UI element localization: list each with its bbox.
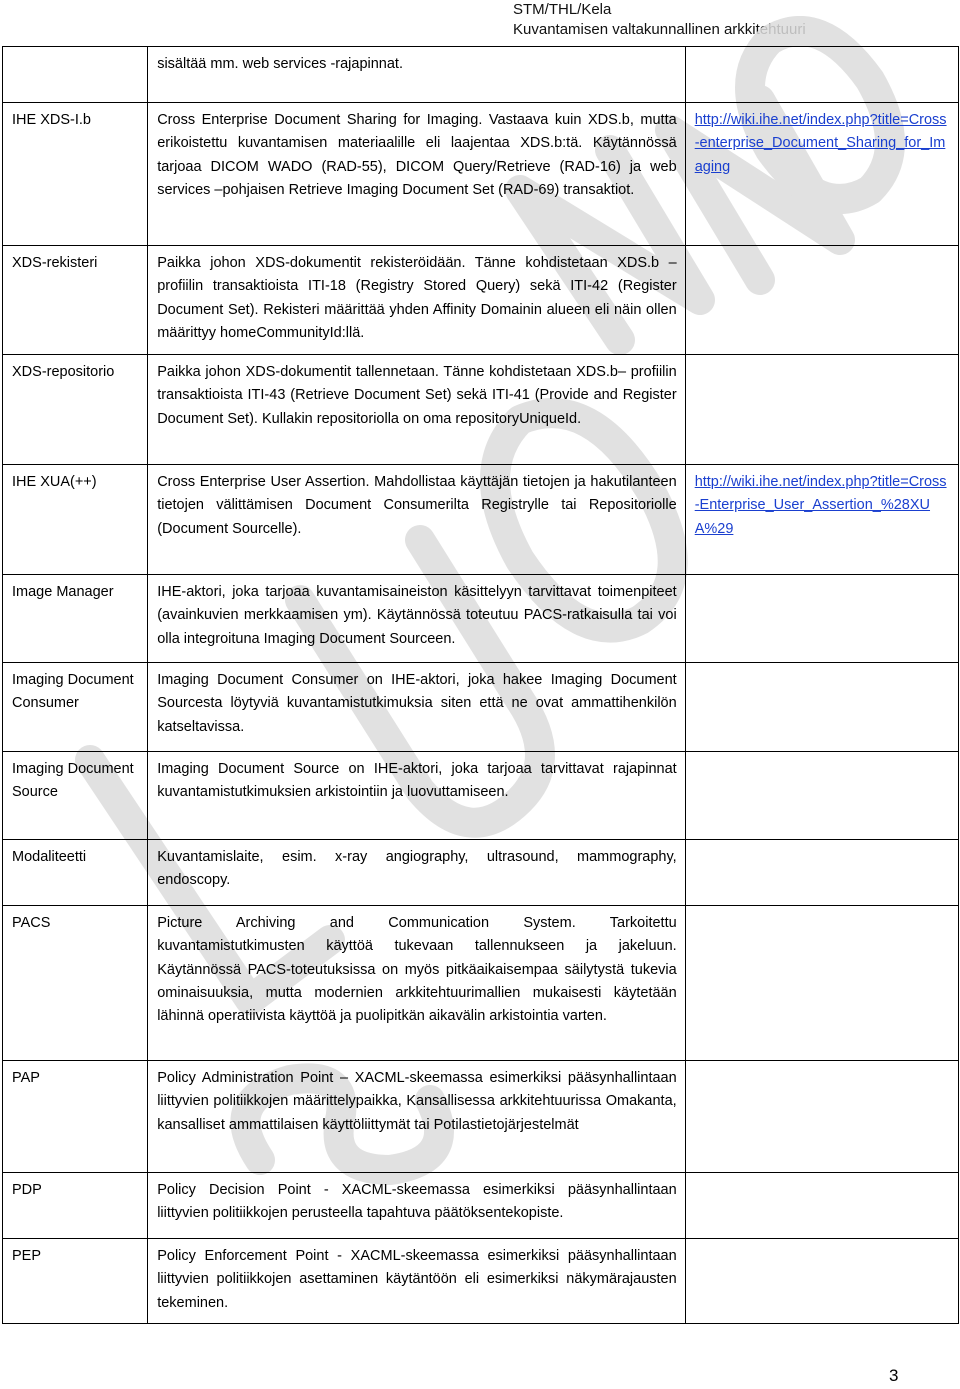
- term-cell: XDS-repositorio: [3, 355, 148, 465]
- table-row: [3, 355, 959, 465]
- reference-cell: [685, 1061, 958, 1173]
- term-cell: IHE XUA(++): [3, 465, 148, 575]
- table-row: [3, 465, 959, 575]
- term-cell: Imaging Document Source: [3, 752, 148, 840]
- reference-cell: [685, 47, 958, 103]
- description-cell: Cross Enterprise Document Sharing for Imaging. Vastaava kuin XDS.b, mutta erikoistettu kuvantamisen materiaalille eli laajentaa XDS.b:tä. Käytännössä tarjoaa DICOM WADO (RAD-55), DICOM Query/Retrieve (RAD-16) ja web services –pohjaisen Retrieve Imaging Document Set (RAD-69) transaktiot.: [148, 103, 685, 246]
- table-row: [3, 1239, 959, 1324]
- reference-cell: [685, 752, 958, 840]
- reference-cell: [685, 1239, 958, 1324]
- table-row: [3, 663, 959, 752]
- header-org: STM/THL/Kela: [513, 1, 612, 18]
- reference-cell: [685, 355, 958, 465]
- description-cell: Policy Administration Point – XACML-skeemassa esimerkiksi pääsynhallintaan liittyvien politiikkojen määrittelypaikka, Kansallisessa arkkitehtuurissa Omakanta, kansalliset ammattilaisen käyttöliittymät tai Potilastietojärjestelmät: [148, 1061, 685, 1173]
- description-cell: Policy Decision Point - XACML-skeemassa esimerkiksi pääsynhallintaan liittyvien politiikkojen perusteella tapahtuva päätöksentekopiste.: [148, 1173, 685, 1239]
- term-cell: Modaliteetti: [3, 840, 148, 906]
- description-cell: Paikka johon XDS-dokumentit tallennetaan. Tänne kohdistetaan XDS.b– profiilin transaktioista ITI-43 (Retrieve Document Set) sekä ITI-41 (Provide and Register Document Set). Kullakin repositoriolla on oma repositoryUniqueId.: [148, 355, 685, 465]
- table-row: [3, 1061, 959, 1173]
- term-cell: PEP: [3, 1239, 148, 1324]
- header-doc-title: Kuvantamisen valtakunnallinen arkkitehtuuri: [513, 21, 806, 38]
- page-number: 3: [889, 1366, 899, 1385]
- description-cell: Imaging Document Source on IHE-aktori, joka tarjoaa tarvittavat rajapinnat kuvantamistutkimuksien arkistointiin ja luovuttamiseen.: [148, 752, 685, 840]
- description-cell: Imaging Document Consumer on IHE-aktori, joka hakee Imaging Document Sourcesta löytyviä kuvantamistutkimuksia siten että ne ovat ammattihenkilön katseltavissa.: [148, 663, 685, 752]
- reference-cell: [685, 465, 958, 575]
- term-cell: Imaging Document Consumer: [3, 663, 148, 752]
- reference-cell: [685, 663, 958, 752]
- term-cell: PAP: [3, 1061, 148, 1173]
- term-cell: IHE XDS-I.b: [3, 103, 148, 246]
- table-row: [3, 575, 959, 663]
- reference-cell: [685, 840, 958, 906]
- description-cell: Paikka johon XDS-dokumentit rekisteröidään. Tänne kohdistetaan XDS.b –profiilin transaktioista ITI-18 (Registry Stored Query) sekä ITI-42 (Register Document Set). Rekisteri määrittää yhden Affinity Domainin alueen eli näin ollen määrittyy homeCommunityId:llä.: [148, 246, 685, 355]
- reference-link[interactable]: http://wiki.ihe.net/index.php?title=Cross-Enterprise_User_Assertion_%28XUA%29: [694, 474, 947, 537]
- table-row: [3, 47, 959, 103]
- description-cell: sisältää mm. web services -rajapinnat.: [148, 47, 685, 103]
- reference-cell: [685, 906, 958, 1061]
- term-cell: [3, 47, 148, 103]
- reference-cell: [685, 103, 958, 246]
- table-row: [3, 103, 959, 246]
- term-cell: XDS-rekisteri: [3, 246, 148, 355]
- description-cell: Picture Archiving and Communication System. Tarkoitettu kuvantamistutkimusten käyttöä tukevaan tallennukseen ja jakeluun. Käytännössä PACS-toteutuksissa on myös pitkäaikaisempaa säilytystä tukevia ominaisuuksia, mutta modernien arkkitehtuurimallien mukaisesti käytetään lähinnä operatiivista käyttöä ja puolipitkän aikavälin arkistointia varten.: [148, 906, 685, 1061]
- description-cell: Policy Enforcement Point - XACML-skeemassa esimerkiksi pääsynhallintaan liittyvien politiikkojen asettaminen käytäntöön eli esimerkiksi näkymärajausten tekeminen.: [148, 1239, 685, 1324]
- reference-cell: [685, 246, 958, 355]
- term-cell: PDP: [3, 1173, 148, 1239]
- reference-cell: [685, 575, 958, 663]
- page-header: [513, 0, 953, 40]
- reference-cell: [685, 1173, 958, 1239]
- description-cell: Cross Enterprise User Assertion. Mahdollistaa käyttäjän tietojen ja hakutilanteen tietojen välittämisen Document Consumerilta Registrylle tai Repositoriolle (Document Sourcelle).: [148, 465, 685, 575]
- table-row: [3, 752, 959, 840]
- term-cell: Image Manager: [3, 575, 148, 663]
- term-cell: PACS: [3, 906, 148, 1061]
- table-row: [3, 1173, 959, 1239]
- table-row: [3, 906, 959, 1061]
- definitions-table: [2, 46, 959, 1324]
- description-cell: Kuvantamislaite, esim. x-ray angiography, ultrasound, mammography, endoscopy.: [148, 840, 685, 906]
- reference-link[interactable]: http://wiki.ihe.net/index.php?title=Cross-enterprise_Document_Sharing_for_Imaging: [694, 112, 947, 175]
- table-row: [3, 840, 959, 906]
- table-row: [3, 246, 959, 355]
- description-cell: IHE-aktori, joka tarjoaa kuvantamisaineiston käsittelyyn tarvittavat toimenpiteet (avainkuvien merkkaamisen ym). Käytännössä toteutuu PACS-ratkaisulla tai voi olla integroituna Imaging Document Sourceen.: [148, 575, 685, 663]
